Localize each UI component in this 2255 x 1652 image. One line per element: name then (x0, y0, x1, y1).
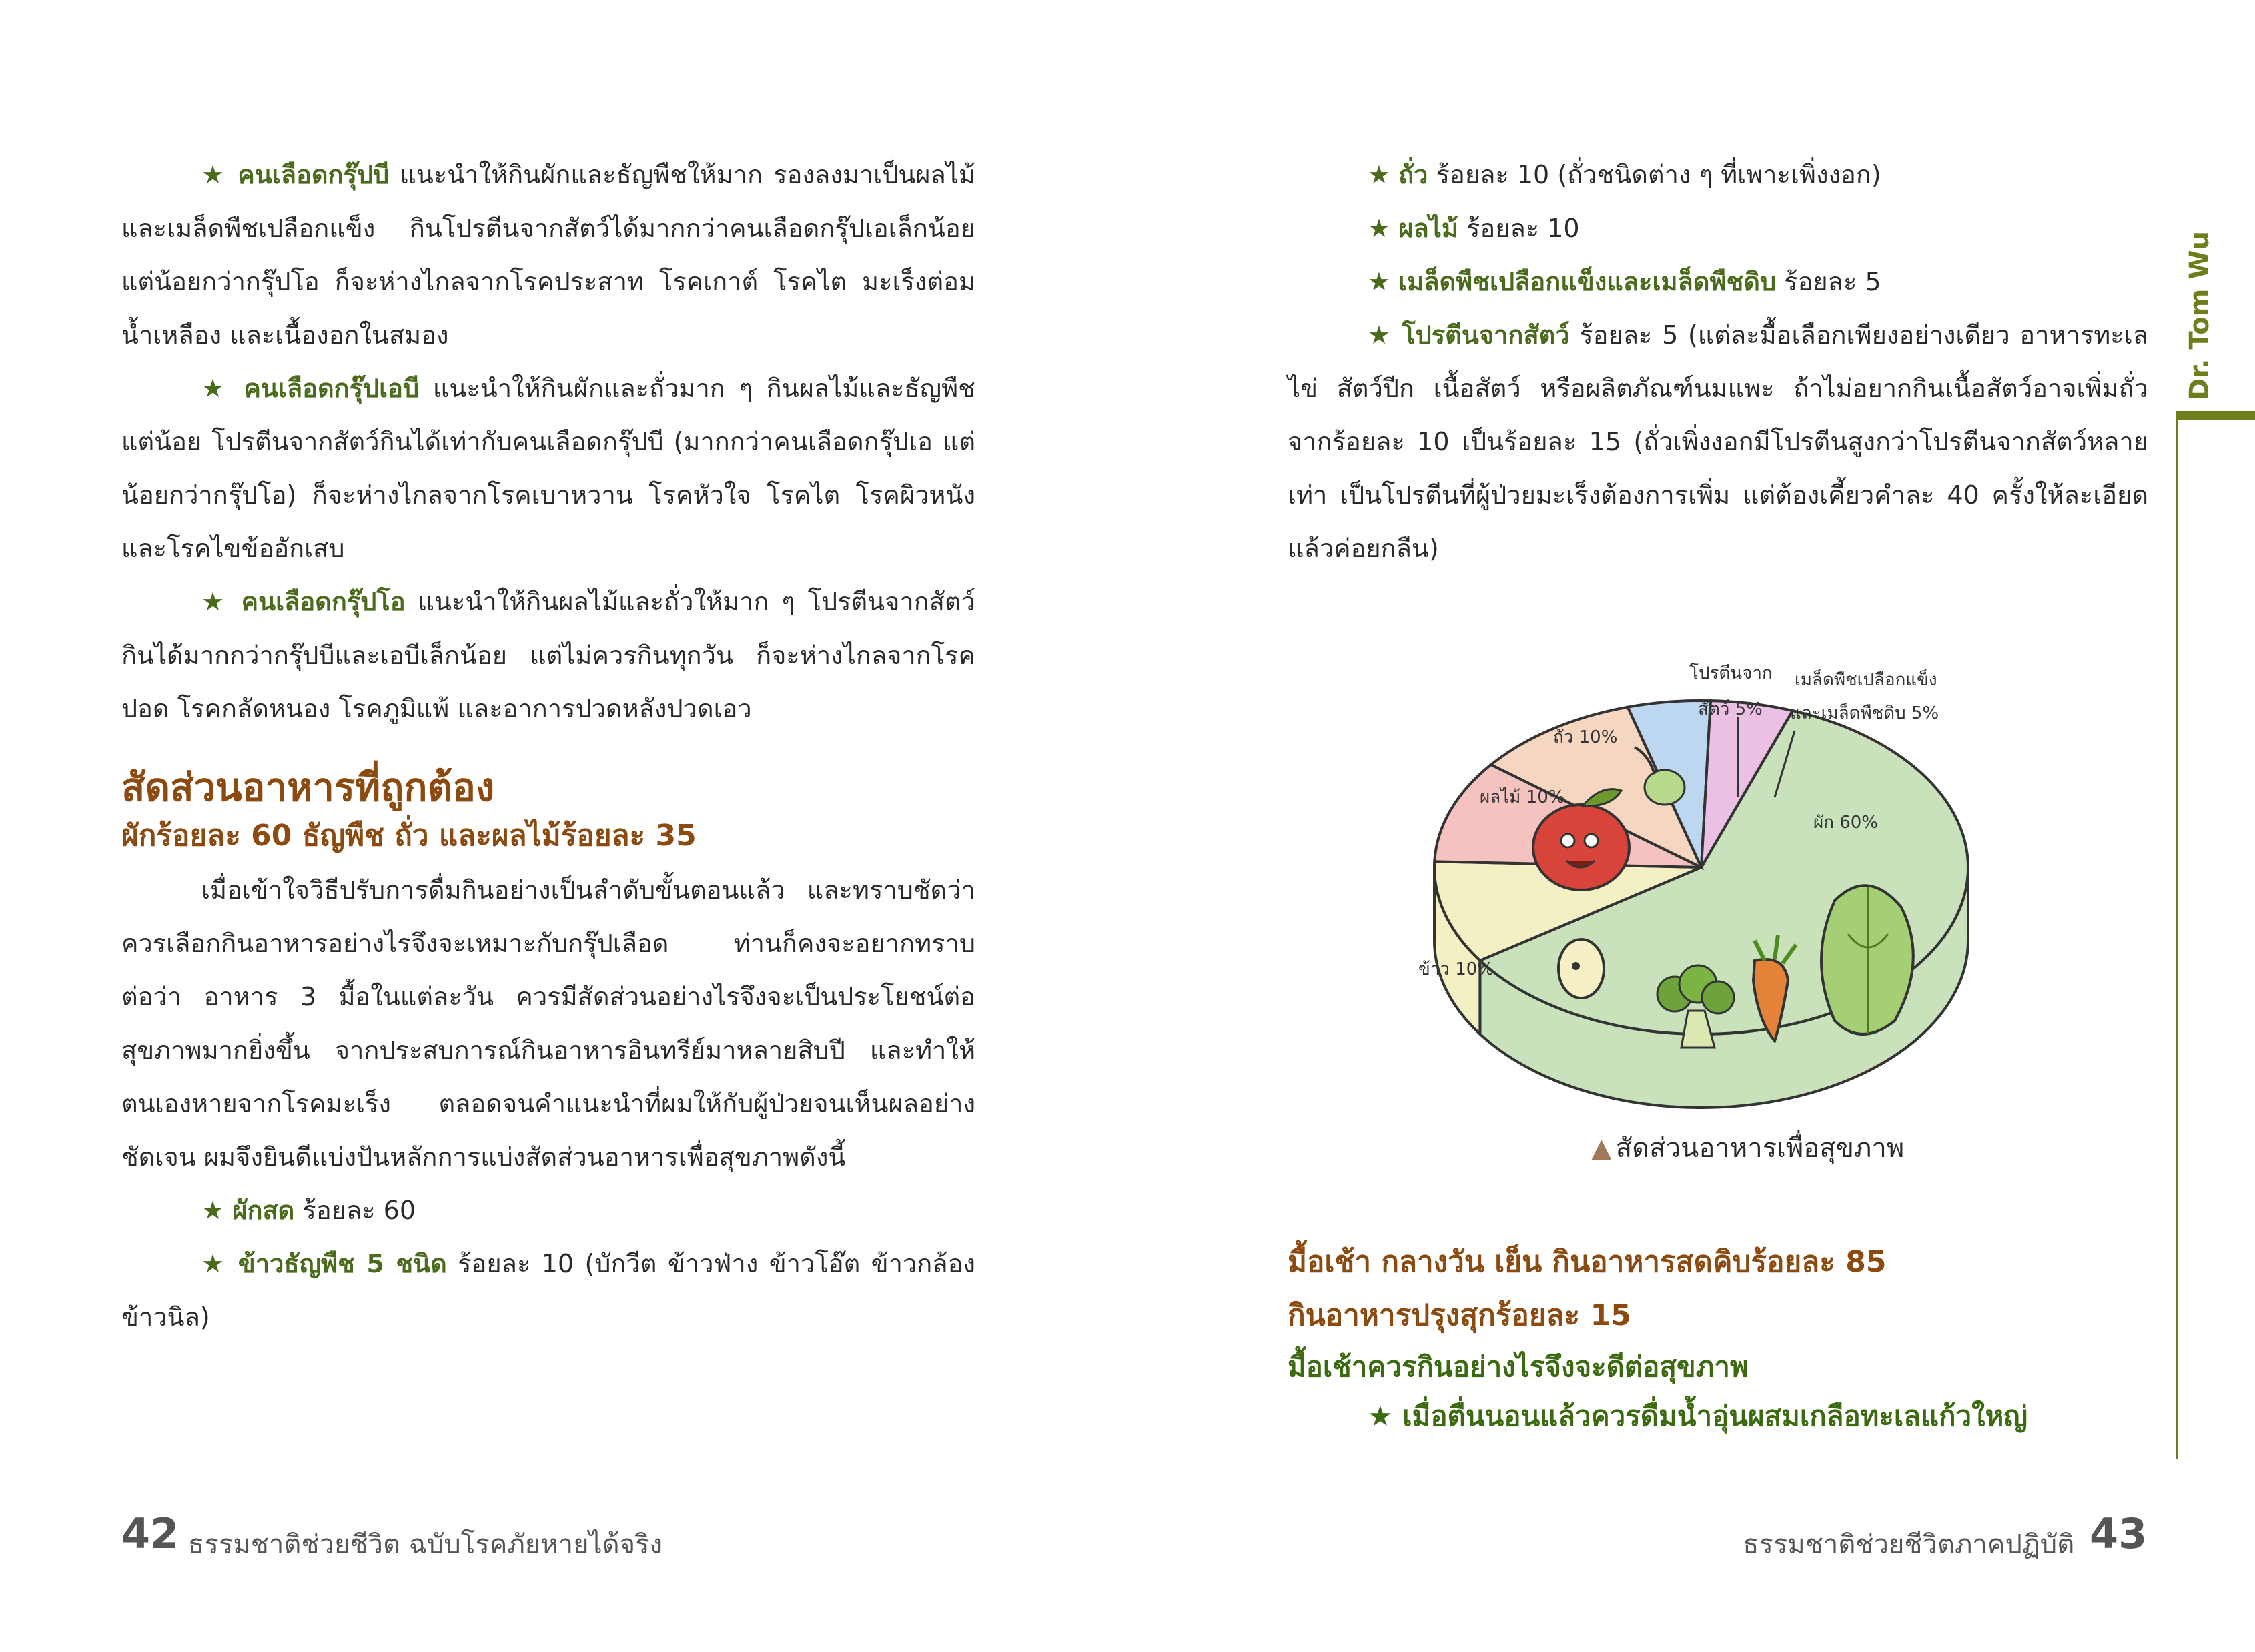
right-column (1288, 148, 2148, 575)
star-icon: ★ (201, 1196, 225, 1225)
keyword: ข้าวธัญพืช 5 ชนิด (238, 1249, 447, 1278)
paragraph-intro: เมื่อเข้าใจวิธีปรับการดื่มกินอย่างเป็นลำดับขั้นตอนแล้ว และทราบชัดว่าควรเลือกกินอาหารอย่างไรจึงจะเหมาะกับกรุ๊ปเลือด ท่านก็คงจะอยากทราบต่อว่า อาหาร 3 มื้อในแต่ละวัน ควรมีสัดส่วนอย่างไรจึงจะเป็นประโยชน์ต่อสุขภาพมากยิ่งขึ้น จากประสบการณ์กินอาหารอินทรีย์มาหลายสิบปี และทำให้ตนเองหายจากโรคมะเร็ง ตลอดจนคำแนะนำที่ผมให้กับผู้ป่วยจนเห็นผลอย่างชัดเจน ผมจึงยินดีแบ่งปันหลักการแบ่งสัดส่วนอาหารเพื่อสุขภาพดังนี้ (121, 875, 975, 1172)
label-protein-line1: โปรตีนจาก (1689, 663, 1773, 683)
paragraph-blood-b (121, 148, 975, 362)
bullet-protein (1288, 308, 2148, 575)
left-column (121, 148, 975, 1344)
triangle-icon: ▲ (1591, 1133, 1612, 1164)
side-rule-vertical (2176, 411, 2178, 1459)
bullet-text: ร้อยละ 10 (1458, 214, 1580, 243)
paragraph-text: แนะนำให้กินผลไม้และถั่วให้มาก ๆ โปรตีนจากสัตว์กินได้มากกว่ากรุ๊ปบีและเอบีเล็กน้อย แต่ไม่ควรกินทุกวัน ก็จะห่างไกลจากโรคปอด โรคกลัดหนอง โรคภูมิแพ้ และอาการปวดหลังปวดเอว (121, 587, 975, 723)
meal-heading-2: กินอาหารปรุงสุกร้อยละ 15 (1288, 1298, 1631, 1332)
label-beans: ถั่ว 10% (1553, 727, 1618, 747)
footer-title-left: ธรรมชาติช่วยชีวิต ฉบับโรคภัยหายได้จริง (188, 1529, 663, 1560)
bullet-grains (121, 1237, 975, 1344)
cabbage-icon (1821, 885, 1913, 1034)
bullet-vegetables (121, 1184, 975, 1237)
star-icon: ★ (1368, 160, 1391, 189)
section-heading: สัดส่วนอาหารที่ถูกต้อง (121, 765, 495, 810)
keyword-blood-o: คนเลือดกรุ๊ปโอ (241, 587, 406, 616)
bullet-beans (1288, 148, 2148, 201)
paragraph-text: แนะนำให้กินผักและถั่วมาก ๆ กินผลไม้และธัญพืชแต่น้อย โปรตีนจากสัตว์กินได้เท่ากับคนเลือดกรุ๊ปบี (มากกว่าคนเลือดกรุ๊ปเอ แต่น้อยกว่ากรุ๊ปโอ) ก็จะห่างไกลจากโรคเบาหวาน โรคหัวใจ โรคไต โรคผิวหนัง และโรคไขข้ออักเสบ (121, 374, 975, 563)
seed-icon (1558, 939, 1604, 998)
bullet-nuts (1288, 255, 2148, 308)
bullet-text: ร้อยละ 10 (ถั่วชนิดต่าง ๆ ที่เพาะเพิ่งงอก) (1428, 160, 1881, 189)
breakfast-heading: มื้อเช้าควรกินอย่างไรจึงจะดีต่อสุขภาพ (1288, 1350, 1749, 1383)
keyword: ผักสด (232, 1196, 295, 1225)
star-icon: ★ (201, 1249, 228, 1278)
bullet-text: ร้อยละ 5 (แต่ละมื้อเลือกเพียงอย่างเดียว อาหารทะเล ไข่ สัตว์ปีก เนื้อสัตว์ หรือผลิตภัณฑ์นมแพะ ถ้าไม่อยากกินเนื้อสัตว์อาจเพิ่มถั่วจากร้อยละ 10 เป็นร้อยละ 15 (ถั่วเพิ่งงอกมีโปรตีนสูงกว่าโปรตีนจากสัตว์หลายเท่า เป็นโปรตีนที่ผู้ป่วยมะเร็งต้องการเพิ่ม แต่ต้องเคี้ยวคำละ 40 ครั้งให้ละเอียด แล้วค่อยกลืน) (1288, 320, 2148, 563)
side-tab (2176, 227, 2214, 407)
caption-text: สัดส่วนอาหารเพื่อสุขภาพ (1615, 1133, 1905, 1164)
bullet-text: ร้อยละ 5 (1776, 267, 1881, 296)
keyword: ถั่ว (1398, 160, 1428, 189)
label-protein-line2: สัตว์ 5% (1698, 699, 1763, 719)
section-subheading: ผักร้อยละ 60 ธัญพืช ถั่ว และผลไม้ร้อยละ 35 (121, 819, 697, 853)
bullet-morning-water (1288, 1392, 2155, 1441)
keyword-blood-ab: คนเลือดกรุ๊ปเอบี (244, 374, 420, 403)
label-rice: ข้าว 10% (1418, 959, 1494, 979)
paragraph-text: แนะนำให้กินผักและธัญพืชให้มาก รองลงมาเป็นผลไม้และเมล็ดพืชเปลือกแข็ง กินโปรตีนจากสัตว์ได้มากกว่าคนเลือดกรุ๊ปเอเล็กน้อย แต่น้อยกว่ากรุ๊ปโอ ก็จะห่างไกลจากโรคประสาท โรคเกาต์ โรคไต มะเร็งต่อมน้ำเหลือง และเนื้องอกในสมอง (121, 160, 975, 350)
bullet-text: ร้อยละ 60 (294, 1196, 416, 1225)
bullet-fruit (1288, 201, 2148, 255)
paragraph-blood-ab (121, 362, 975, 575)
keyword: เมล็ดพืชเปลือกแข็งและเมล็ดพืชดิบ (1398, 267, 1777, 296)
side-tab-label: Dr. Tom Wu (2184, 231, 2215, 401)
footer-title-right: ธรรมชาติช่วยชีวิตภาคปฏิบัติ (1743, 1529, 2075, 1560)
keyword: โปรตีนจากสัตว์ (1402, 320, 1570, 350)
page-number-right: 43 (2090, 1509, 2148, 1558)
meal-section (1288, 1236, 2155, 1441)
meal-heading-1: มื้อเช้า กลางวัน เย็น กินอาหารสดคิบร้อยละ 85 (1288, 1245, 1887, 1279)
chart-caption (1591, 1126, 1904, 1169)
paragraph-blood-o (121, 575, 975, 735)
keyword-blood-b: คนเลือดกรุ๊ปบี (238, 160, 390, 189)
bullet-text: ร้อยละ 10 (บักวีต ข้าวฟ่าง ข้าวโอ๊ต ข้าวกล้อง ข้าวนิล) (121, 1249, 975, 1332)
star-icon: ★ (1368, 1400, 1393, 1432)
food-proportion-chart (1401, 647, 2001, 1141)
side-rule-horizontal (2176, 411, 2255, 420)
page-number-left: 42 (121, 1509, 179, 1558)
star-icon: ★ (201, 587, 229, 616)
star-icon: ★ (1368, 214, 1391, 243)
star-icon: ★ (201, 160, 228, 189)
keyword: ผลไม้ (1398, 214, 1458, 243)
label-nuts-line2: และเมล็ดพืชดิบ 5% (1790, 703, 1939, 723)
star-icon: ★ (1368, 320, 1392, 350)
label-nuts-line1: เมล็ดพืชเปลือกแข็ง (1795, 670, 1937, 690)
star-icon: ★ (201, 374, 230, 403)
star-icon: ★ (1368, 267, 1391, 296)
bullet-text: เมื่อตื่นนอนแล้วควรดื่มน้ำอุ่นผสมเกลือทะเลแก้วใหญ่ (1402, 1400, 2028, 1432)
label-vegetables: ผัก 60% (1813, 813, 1879, 833)
label-fruit: ผลไม้ 10% (1480, 787, 1565, 807)
